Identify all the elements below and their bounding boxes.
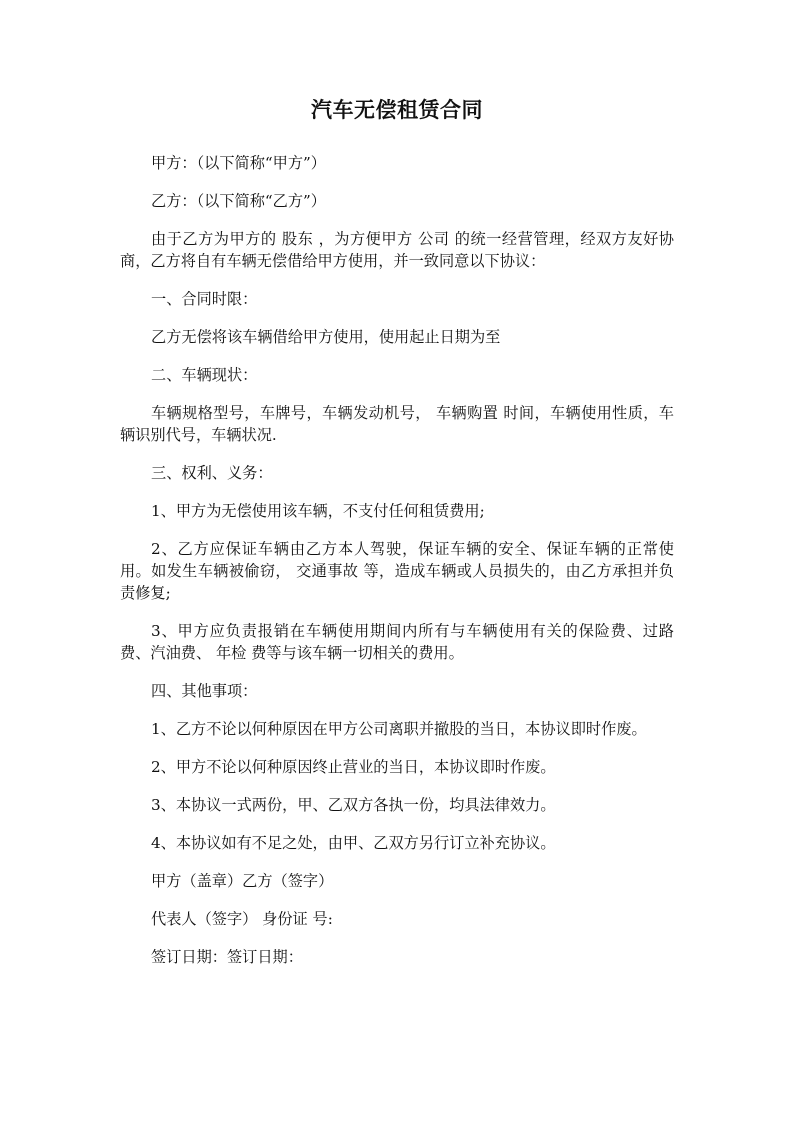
vehicle-status-paragraph: 车辆规格型号，车牌号，车辆发动机号， 车辆购置 时间，车辆使用性质，车辆识别代号，车辆状况. bbox=[120, 404, 674, 444]
other-item-1: 1、乙方不论以何种原因在甲方公司离职并撤股的当日，本协议即时作废。 bbox=[151, 720, 647, 738]
obligation-item-3: 3、甲方应负责报销在车辆使用期间内所有与车辆使用有关的保险费、过路费、汽油费、 年检 费等与该车辆一切相关的费用。 bbox=[120, 622, 674, 662]
signing-date-line: 签订日期：签订日期： bbox=[151, 948, 303, 966]
other-item-4: 4、本协议如有不足之处，由甲、乙双方另行订立补充协议。 bbox=[151, 834, 556, 852]
signature-seal-line: 甲方（盖章）乙方（签字） bbox=[151, 872, 334, 890]
obligation-item-2: 2、乙方应保证车辆由乙方本人驾驶，保证车辆的安全、保证车辆的正常使用。如发生车辆被偷窃， 交通事故 等，造成车辆或人员损失的，由乙方承担并负责修复; bbox=[120, 540, 674, 602]
party-a-line: 甲方：（以下简称“甲方”） bbox=[151, 154, 326, 172]
section-heading-other-matters: 四、其他事项： bbox=[151, 682, 258, 700]
obligation-item-1: 1、甲方为无偿使用该车辆，不支付任何租赁费用; bbox=[151, 502, 485, 520]
section-heading-rights-obligations: 三、权利、义务： bbox=[151, 464, 273, 482]
representative-id-line: 代表人（签字） 身份证 号: bbox=[151, 910, 333, 928]
section-heading-vehicle-status: 二、车辆现状： bbox=[151, 366, 258, 384]
party-b-line: 乙方：（以下简称“乙方”） bbox=[151, 192, 326, 210]
document-title: 汽车无偿租赁合同 bbox=[311, 97, 483, 122]
term-paragraph: 乙方无偿将该车辆借给甲方使用，使用起止日期为至 bbox=[151, 328, 501, 346]
preamble-paragraph: 由于乙方为甲方的 股东 ，为方便甲方 公司 的统一经营管理，经双方友好协商，乙方将自有车辆无偿借给甲方使用，并一致同意以下协议： bbox=[120, 230, 674, 270]
other-item-3: 3、本协议一式两份，甲、乙双方各执一份，均具法律效力。 bbox=[151, 796, 556, 814]
other-item-2: 2、甲方不论以何种原因终止营业的当日，本协议即时作废。 bbox=[151, 758, 556, 776]
section-heading-term: 一、合同时限： bbox=[151, 290, 258, 308]
